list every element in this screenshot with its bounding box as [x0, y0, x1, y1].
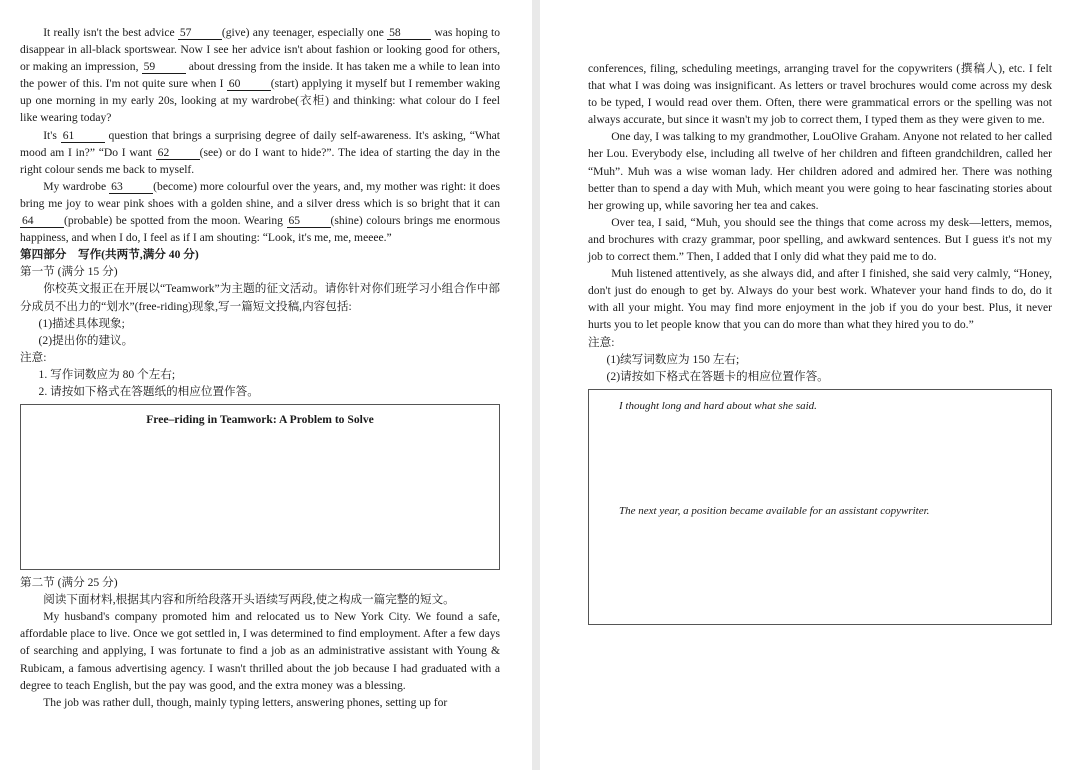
- part-four-heading: 第四部分 写作(共两节,满分 40 分): [20, 248, 199, 262]
- story-paragraph-4: Over tea, I said, “Muh, you should see the things that come across my desk—letters, memos, and brochures with crazy grammar, poor spelling, and awkward sentences. But I guess it's not my job to correct them.” Then, I added that I only did what they paid me to do.: [588, 215, 1052, 264]
- right-page: [540, 0, 1080, 770]
- section-two-intro: 阅读下面材料,根据其内容和所给段落开头语续写两段,使之构成一篇完整的短文。: [43, 593, 455, 607]
- blank-59[interactable]: 59: [142, 61, 186, 74]
- continuation-opening-2: The next year, a position became available for an assistant copywriter.: [619, 504, 930, 517]
- story-paragraph-5: Muh listened attentively, as she always did, and after I finished, she said very calmly, “Honey, don't just do enough to get by. Always do your best work. Whatever your hand finds to do, do it with all your might. You may find more enjoyment in the job if you do your best. Plus, it never hurts you to let people know that you can do more than what they hired you to do.”: [588, 267, 1052, 332]
- cloze-paragraph-2: It's 61 question that brings a surprising degree of daily self-awareness. It's asking, “What mood am I in?” “Do I want 62 (see) or do I want to hide?”. The idea of starting the day in the right colour sends me back to myself.: [20, 128, 500, 176]
- section-one-intro: 你校英文报正在开展以“Teamwork”为主题的征文活动。请你针对你们班学习小组合作中部分成员不出力的“划水”(free-riding)现象,写一篇短文投稿,内容包括:: [20, 282, 500, 313]
- cloze-paragraph-3: My wardrobe 63 (become) more colourful over the years, and, my mother was right: it does bring me joy to wear pink shoes with a golden shine, and a silver dress which is so bright that it can 64 (probable) be spotted from the moon. Wearing 65 (shine) colours brings me enormous happiness, and when I do, I feel as if I am shouting: “Look, it's me, me, meeee.”: [20, 179, 500, 245]
- story-paragraph-1: My husband's company promoted him and relocated us to New York City. We found a safe, affordable place to live. Once we got settled in, I was determined to find employment. After a few days of searching and applying, I was fortunate to find a job as an administrative assistant with Young & Rubicam, a famous advertising agency. I wasn't thrilled about the job because I had graduated with a degree to teach English, but the pay was good, and the extra money was a blessing.: [20, 610, 500, 692]
- continuation-opening-1: I thought long and hard about what she said.: [619, 399, 817, 412]
- blank-58[interactable]: 58: [387, 27, 431, 40]
- section-one-item: (2)提出你的建议。: [38, 333, 134, 347]
- story-paragraph-3: One day, I was talking to my grandmother, LouOlive Graham. Anyone not related to her called her Lou. Everybody else, including all twelve of her children and fifteen grandchildren, called her “Muh”. Muh was a wise woman lady. Her children adored and admired her. There was nothing better than to spend a day with Muh, which meant you were going to hear fascinating stories about her growing up, while savoring her tea and cakes.: [588, 130, 1052, 212]
- section-one-item: (1)描述具体现象;: [38, 316, 125, 330]
- blank-60[interactable]: 60: [227, 78, 271, 91]
- blank-62[interactable]: 62: [156, 147, 200, 160]
- blank-64[interactable]: 64: [20, 215, 64, 228]
- story-paragraph-continued: conferences, filing, scheduling meetings, arranging travel for the copywriters (撰稿人), etc. I felt that what I was doing was insignificant. As letters or travel brochures would come across my desk to be typed, I would read over them. Often, there were grammatical errors or the spelling was not always accurate, but since it wasn't my job to correct them, I typed them as they were given to me.: [588, 62, 1052, 127]
- story-paragraph-2: The job was rather dull, though, mainly typing letters, answering phones, setting up for: [43, 695, 448, 709]
- left-page: [0, 0, 532, 770]
- answer-box-title: Free–riding in Teamwork: A Problem to Solve: [146, 413, 374, 427]
- note-label: 注意:: [20, 350, 47, 364]
- blank-65[interactable]: 65: [287, 215, 331, 228]
- note-item: (1)续写词数应为 150 左右;: [606, 352, 740, 366]
- section-two-heading: 第二节 (满分 25 分): [20, 576, 118, 590]
- note-item: (2)请按如下格式在答题卡的相应位置作答。: [606, 369, 829, 383]
- blank-61[interactable]: 61: [61, 130, 105, 143]
- answer-box-teamwork[interactable]: [20, 404, 500, 570]
- blank-57[interactable]: 57: [178, 27, 222, 40]
- cloze-paragraph-1: It really isn't the best advice 57 (give) any teenager, especially one 58 was hoping to disappear in all-black sportswear. Now I see her advice isn't about fashion or looking good for others, or making an impression, 59 about dressing from the inside. It has taken me a while to lean into the power of this. I'm not quite sure when I 60 (start) applying it myself but I remember waking up one morning in my early 20s, looking at my wardrobe(衣柜) and thinking: what colour do I feel like wearing today?: [20, 26, 501, 125]
- answer-box-continuation[interactable]: [588, 389, 1052, 625]
- note-item: 2. 请按如下格式在答题纸的相应位置作答。: [38, 384, 259, 398]
- note-label: 注意:: [588, 335, 615, 349]
- blank-63[interactable]: 63: [109, 181, 153, 194]
- section-one-heading: 第一节 (满分 15 分): [20, 265, 118, 279]
- note-item: 1. 写作词数应为 80 个左右;: [38, 367, 176, 381]
